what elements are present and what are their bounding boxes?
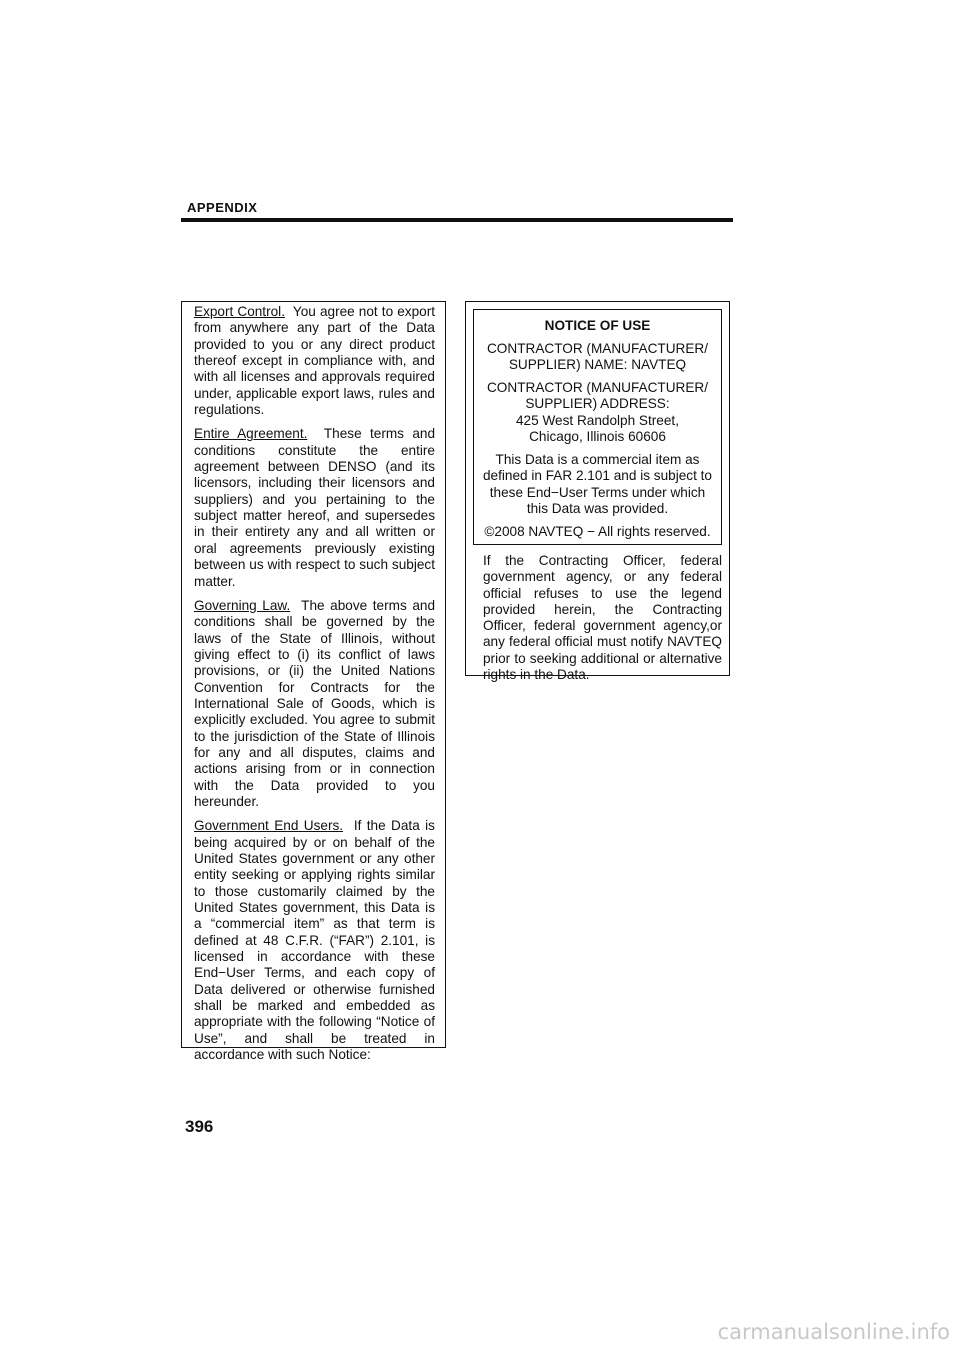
entire-agreement-paragraph xyxy=(194,426,435,589)
entire-agreement-body: These terms and conditions constitute the entire agreement between DENSO (and its licensors, including their licensors and suppliers) and you pertaining to the subject matter hereof, and supersedes in their entirety any and all written or oral agreements previously existing between us with respect to such subject matter. xyxy=(194,426,436,589)
entire-agreement-heading: Entire Agreement. xyxy=(194,426,308,442)
governing-law-heading: Governing Law. xyxy=(194,597,291,613)
address-label: CONTRACTOR (MANUFACTURER/ SUPPLIER) ADDRESS: xyxy=(486,379,709,411)
copyright-line: ©2008 NAVTEQ − All rights reserved. xyxy=(484,523,711,539)
terms-right-column xyxy=(465,301,730,683)
commercial-item-statement: This Data is a commercial item as defined in FAR 2.101 and is subject to these End−User Terms under which this Data was provided. xyxy=(483,451,712,516)
export-control-paragraph xyxy=(194,304,435,418)
page-number: 396 xyxy=(185,1117,214,1136)
notice-of-use-box xyxy=(473,309,722,545)
contracting-officer-paragraph: If the Contracting Officer, federal government agency, or any federal official refuses to use the legend provided herein, the Contracting Officer, federal government agency,or any federal official must notify NAVTEQ prior to seeking additional or alternative rights in the Data. xyxy=(483,553,722,683)
government-end-users-heading: Government End Users. xyxy=(194,818,344,834)
government-end-users-paragraph xyxy=(194,818,435,1063)
terms-left-column xyxy=(181,301,446,1063)
export-control-heading: Export Control. xyxy=(194,304,285,319)
export-control-body: You agree not to export from anywhere any part of the Data provided to you or any direct product thereof except in compliance with, and with all licenses and approvals required under, applicable export laws, rules and regulations. xyxy=(194,304,435,418)
address-city: Chicago, Illinois 60606 xyxy=(529,429,666,444)
governing-law-body: The above terms and conditions shall be governed by the laws of the State of Illinois, without giving effect to (i) its conflict of laws provisions, or (ii) the United Nations Convention for Contracts for the International Sale of Goods, which is explicitly excluded. You agree to submit to the jurisdiction of the State of Illinois for any and all disputes, claims and actions arising from or in connection with the Data provided to you hereunder. xyxy=(194,597,436,809)
government-end-users-body: If the Data is being acquired by or on behalf of the United States government or any other entity seeking or applying rights similar to those customarily claimed by the United States government, this Data is a “commercial item” as that term is defined at 48 C.F.R. (“FAR”) 2.101, is licensed in accordance with these End−User Terms, and each copy of Data delivered or otherwise furnished shall be marked and embedded as appropriate with the following “Notice of Use”, and shall be treated in accordance with such Notice: xyxy=(194,818,435,1063)
contractor-address xyxy=(478,380,717,446)
contractor-name: CONTRACTOR (MANUFACTURER/ SUPPLIER) NAME: NAVTEQ xyxy=(486,340,709,372)
section-title: APPENDIX xyxy=(187,200,258,215)
address-street: 425 West Randolph Street, xyxy=(516,412,679,428)
governing-law-paragraph xyxy=(194,598,435,810)
header-rule xyxy=(181,218,733,222)
notice-title: NOTICE OF USE xyxy=(544,318,651,333)
watermark: carmanualsonline.info xyxy=(717,1320,950,1344)
